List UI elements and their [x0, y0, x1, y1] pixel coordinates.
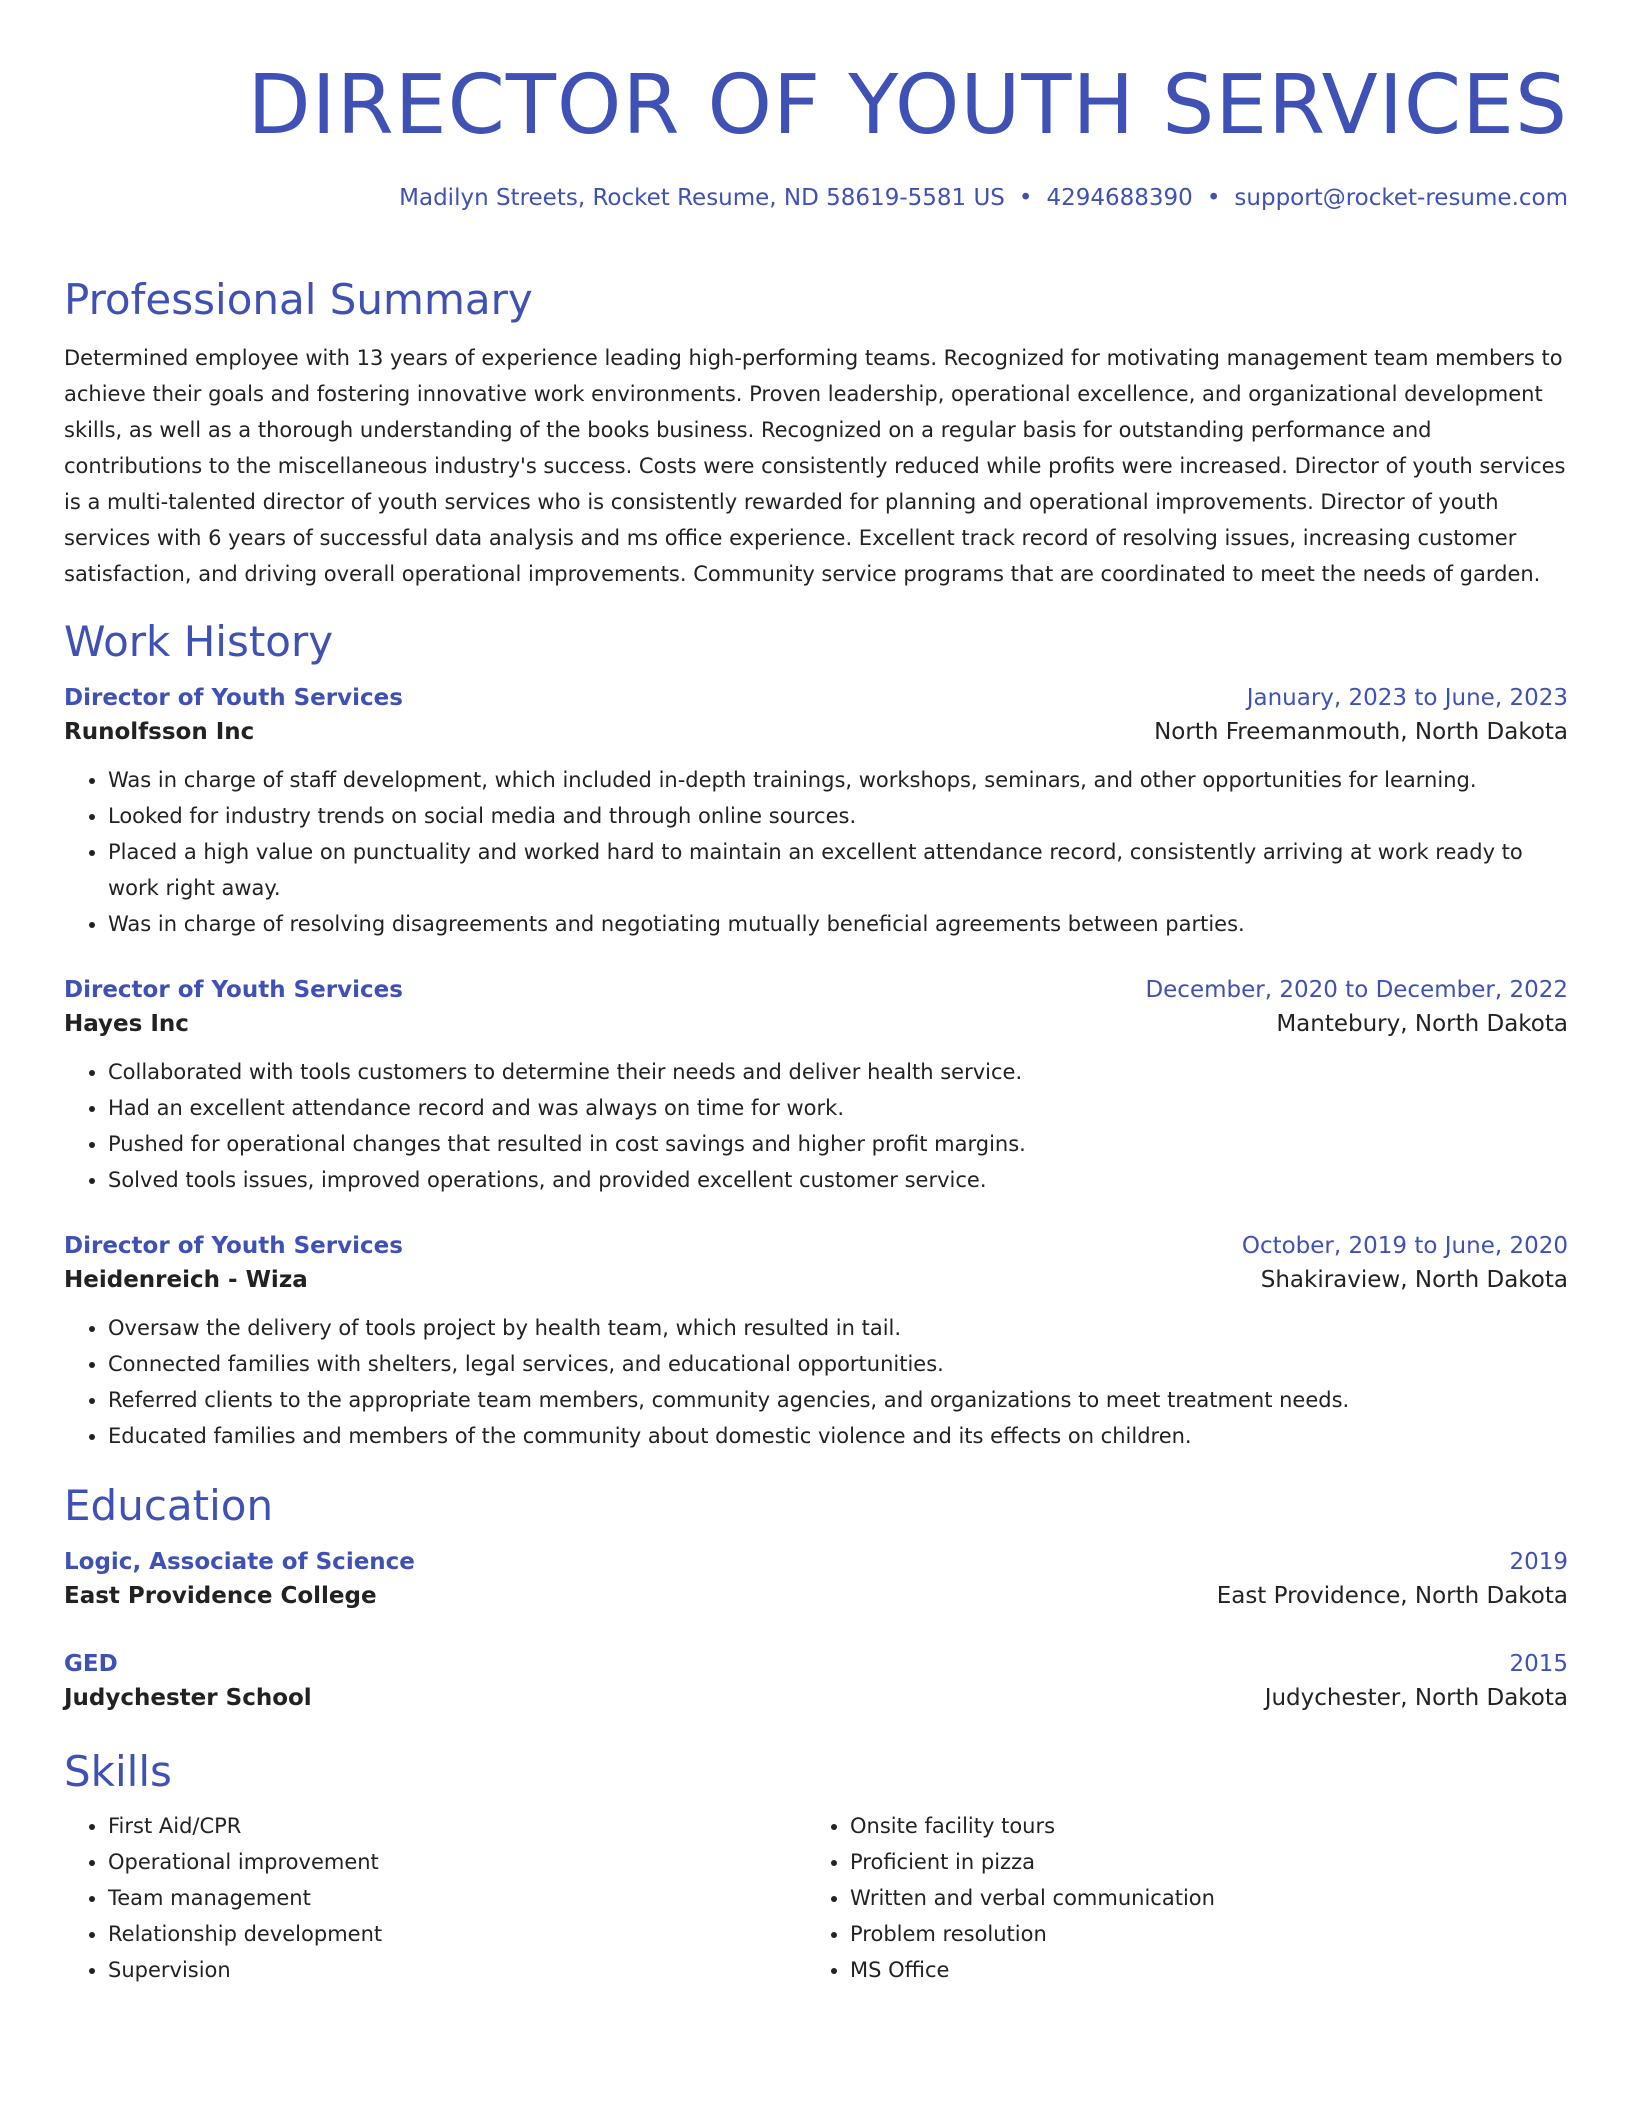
skill-item: • First Aid/CPR [108, 1808, 806, 1844]
contact-line [64, 182, 1568, 214]
skill-item: • Operational improvement [108, 1844, 806, 1880]
job-dates: January, 2023 to June, 2023 [1246, 685, 1568, 711]
education-entry [64, 1546, 1568, 1614]
skills-column-right [806, 1808, 1548, 1988]
skills-column-left [64, 1808, 806, 1988]
work-history-heading: Work History [64, 617, 334, 666]
job-dates: October, 2019 to June, 2020 [1241, 1233, 1568, 1259]
school-name: Judychester School [64, 1685, 312, 1711]
job-bullets [64, 1054, 1568, 1198]
work-entry [64, 974, 1568, 1198]
degree-title: GED [64, 1651, 118, 1677]
skill-item: • Team management [108, 1880, 806, 1916]
job-title: Director of Youth Services [64, 977, 403, 1003]
education-entry [64, 1648, 1568, 1716]
skill-item: • Onsite facility tours [850, 1808, 1548, 1844]
job-bullet: • Looked for industry trends on social media and through online sources. [108, 798, 1568, 834]
job-bullet: • Connected families with shelters, legal services, and educational opportunities. [108, 1346, 1568, 1382]
job-bullet: • Oversaw the delivery of tools project by health team, which resulted in tail. [108, 1310, 1568, 1346]
resume-page [64, 0, 1568, 1988]
school-location: Judychester, North Dakota [1264, 1685, 1568, 1711]
job-location: Shakiraview, North Dakota [1260, 1267, 1568, 1293]
work-entry [64, 1230, 1568, 1454]
job-bullet: • Referred clients to the appropriate team members, community agencies, and organizations to meet treatment needs. [108, 1382, 1568, 1418]
school-name: East Providence College [64, 1583, 377, 1609]
skill-item: • Problem resolution [850, 1916, 1548, 1952]
job-title: Director of Youth Services [64, 1233, 403, 1259]
company-name: Hayes Inc [64, 1011, 189, 1037]
skill-item: • Written and verbal communication [850, 1880, 1548, 1916]
summary-heading: Professional Summary [64, 275, 533, 324]
job-location: North Freemanmouth, North Dakota [1154, 719, 1568, 745]
job-bullet: • Had an excellent attendance record and was always on time for work. [108, 1090, 1568, 1126]
company-name: Heidenreich - Wiza [64, 1267, 308, 1293]
degree-title: Logic, Associate of Science [64, 1549, 415, 1575]
job-dates: December, 2020 to December, 2022 [1145, 977, 1568, 1003]
job-bullet: • Placed a high value on punctuality and worked hard to maintain an excellent attendance record, consistently arriving at work ready to work right away. [108, 834, 1568, 906]
education-year: 2015 [1509, 1651, 1568, 1677]
job-bullet: • Educated families and members of the community about domestic violence and its effects on children. [108, 1418, 1568, 1454]
skill-item: • Relationship development [108, 1916, 806, 1952]
resume-title: DIRECTOR OF YOUTH SERVICES [247, 58, 1568, 153]
job-bullet: • Was in charge of resolving disagreements and negotiating mutually beneficial agreements between parties. [108, 906, 1568, 942]
work-entry [64, 682, 1568, 942]
job-bullet: • Collaborated with tools customers to determine their needs and deliver health service. [108, 1054, 1568, 1090]
skill-item: • Proficient in pizza [850, 1844, 1548, 1880]
job-bullets [64, 1310, 1568, 1454]
contact-phone: 4294688390 [1046, 185, 1193, 211]
summary-text: Determined employee with 13 years of experience leading high-performing teams. Recognized for motivating management team members to achieve their goals and fostering innovative work environments. Proven leadership, operational excellence, and organizational development skills, as well as a thorough understanding of the books business. Recognized on a regular basis for outstanding performance and contributions to the miscellaneous industry's success. Costs were consistently reduced while profits were increased. Director of youth services is a multi-talented director of youth services who is consistently rewarded for planning and operational improvements. Director of youth services with 6 years of successful data analysis and ms office experience. Excellent track record of resolving issues, increasing customer satisfaction, and driving overall operational improvements. Community service programs that are coordinated to meet the needs of garden. [64, 346, 1566, 586]
job-bullet: • Solved tools issues, improved operations, and provided excellent customer service. [108, 1162, 1568, 1198]
contact-address: Madilyn Streets, Rocket Resume, ND 58619-5581 US [399, 185, 1005, 211]
job-location: Mantebury, North Dakota [1276, 1011, 1568, 1037]
skill-item: • MS Office [850, 1952, 1548, 1988]
contact-email: support@rocket-resume.com [1234, 185, 1568, 211]
company-name: Runolfsson Inc [64, 719, 255, 745]
skills-list [64, 1808, 1568, 1988]
job-bullet: • Pushed for operational changes that resulted in cost savings and higher profit margins. [108, 1126, 1568, 1162]
job-title: Director of Youth Services [64, 685, 403, 711]
job-bullets [64, 762, 1568, 942]
education-year: 2019 [1509, 1549, 1568, 1575]
education-heading: Education [64, 1481, 274, 1530]
school-location: East Providence, North Dakota [1216, 1583, 1568, 1609]
contact-separator: • [1206, 185, 1221, 211]
skills-heading: Skills [64, 1747, 172, 1796]
contact-separator: • [1018, 185, 1033, 211]
skill-item: • Supervision [108, 1952, 806, 1988]
job-bullet: • Was in charge of staff development, which included in-depth trainings, workshops, seminars, and other opportunities for learning. [108, 762, 1568, 798]
